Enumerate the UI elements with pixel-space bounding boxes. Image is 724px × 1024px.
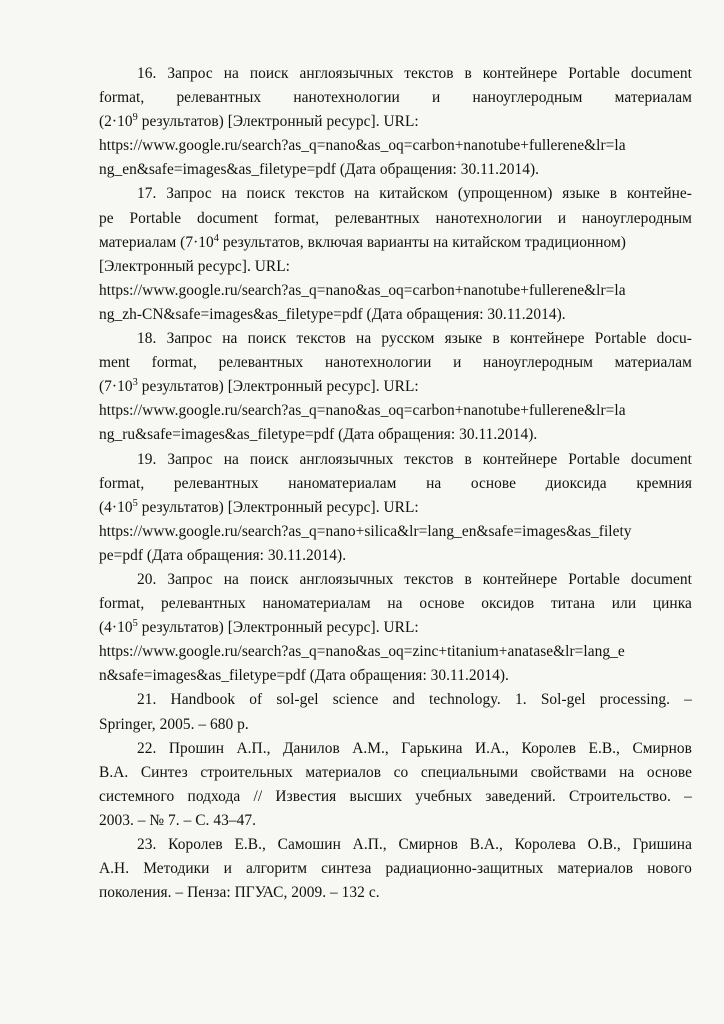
word: китайском bbox=[379, 185, 449, 203]
word: англоязычных bbox=[299, 65, 394, 82]
word: Смирнов bbox=[398, 836, 458, 853]
word: и bbox=[223, 860, 232, 878]
word: format, bbox=[151, 354, 197, 372]
word: processing. bbox=[599, 691, 671, 709]
word: контейнере bbox=[482, 570, 558, 588]
reference-line bbox=[99, 833, 692, 857]
reference-line bbox=[99, 207, 692, 231]
reference-line: материалам ($7\cdot 10^4$ результатов, включая варианты на китайском традиционном) bbox=[99, 232, 626, 251]
reference-line bbox=[99, 688, 692, 712]
word: подхода bbox=[187, 787, 241, 805]
reference-line bbox=[99, 785, 692, 809]
word: синтеза bbox=[321, 860, 372, 878]
word: системного bbox=[99, 787, 175, 805]
word: Методики bbox=[143, 860, 210, 878]
word: format, bbox=[99, 595, 145, 613]
word: 17. bbox=[137, 185, 157, 203]
reference-entry bbox=[99, 737, 692, 833]
word: А.М., bbox=[352, 739, 389, 757]
reference-line bbox=[99, 62, 692, 86]
word: на bbox=[223, 570, 239, 588]
reference-line: n&safe=images&as_filetype=pdf (Дата обращения: 30.11.2014). bbox=[99, 667, 509, 685]
word: высших bbox=[349, 787, 403, 805]
reference-line: https://www.google.ru/search?as_q=nano&as_oq=zinc+titanium+anatase&lr=lang_e bbox=[99, 643, 625, 661]
word: на bbox=[222, 330, 238, 348]
word: материалов bbox=[305, 763, 382, 781]
word: релевантных bbox=[173, 474, 259, 492]
word: контейне- bbox=[626, 185, 692, 203]
word: ment bbox=[99, 354, 130, 372]
word: в bbox=[609, 185, 618, 203]
reference-line bbox=[99, 592, 692, 616]
word: учебных bbox=[415, 787, 473, 805]
word: на bbox=[426, 474, 442, 492]
reference-list bbox=[99, 62, 692, 905]
reference-line: pe=pdf (Дата обращения: 30.11.2014). bbox=[99, 546, 347, 564]
word: англоязычных bbox=[299, 450, 394, 468]
word: релевантных bbox=[176, 89, 262, 107]
word: диоксида bbox=[545, 474, 607, 492]
word: Sol-gel bbox=[540, 691, 586, 709]
word: science bbox=[332, 691, 379, 709]
word: цинка bbox=[652, 595, 692, 613]
word: материалам bbox=[614, 354, 692, 372]
word: и bbox=[557, 209, 567, 227]
word: 19. bbox=[137, 450, 157, 468]
word: основе bbox=[419, 595, 465, 613]
reference-entry bbox=[99, 62, 692, 182]
word: титана bbox=[550, 595, 596, 613]
word: на bbox=[356, 330, 372, 348]
word: 1. bbox=[515, 691, 527, 709]
word: document bbox=[630, 450, 692, 468]
reference-entry bbox=[99, 688, 692, 736]
word: Запрос bbox=[167, 570, 213, 588]
word: наноуглеродным bbox=[483, 354, 593, 372]
word: в bbox=[464, 570, 472, 588]
word: О.В., bbox=[587, 836, 621, 853]
word: релевантных bbox=[160, 595, 246, 613]
reference-entry bbox=[99, 448, 692, 568]
word: Гришина bbox=[632, 836, 692, 853]
word: Смирнов bbox=[632, 739, 692, 757]
reference-line: ($2\cdot 10^9$ результатов) [Электронный ресурс]. URL: bbox=[99, 112, 419, 131]
reference-line: ng_en&safe=images&as_filetype=pdf (Дата обращения: 30.11.2014). bbox=[99, 161, 540, 179]
word: Е.В., bbox=[234, 836, 266, 853]
word: нанотехнологии bbox=[293, 89, 400, 107]
reference-line: https://www.google.ru/search?as_q=nano&as_oq=carbon+nanotube+fullerene&lr=la bbox=[99, 281, 626, 299]
word: В.А. bbox=[99, 763, 129, 781]
word: в bbox=[464, 65, 472, 82]
word: на bbox=[619, 763, 635, 781]
word: поиск bbox=[246, 185, 286, 203]
reference-line bbox=[99, 761, 692, 785]
word: на bbox=[354, 185, 370, 203]
word: кремния bbox=[636, 474, 692, 492]
word: Королев bbox=[168, 836, 223, 853]
reference-line: https://www.google.ru/search?as_q=nano&as_oq=carbon+nanotube+fullerene&lr=la bbox=[99, 137, 626, 155]
word: наноуглеродным bbox=[582, 209, 692, 227]
reference-line bbox=[99, 472, 692, 496]
word: со bbox=[393, 763, 409, 781]
reference-line: ($7\cdot 10^3$ результатов) [Электронный ресурс]. URL: bbox=[99, 377, 419, 396]
word: алгоритм bbox=[245, 860, 308, 878]
word: нанотехнологии bbox=[435, 209, 543, 227]
reference-line: https://www.google.ru/search?as_q=nano&as_oq=carbon+nanotube+fullerene&lr=la bbox=[99, 402, 626, 420]
word: на bbox=[221, 185, 237, 203]
word: Данилов bbox=[282, 739, 340, 757]
word: нанотехнологии bbox=[324, 354, 432, 372]
word: // bbox=[253, 787, 263, 805]
word: на bbox=[387, 595, 403, 613]
reference-line: ng_zh-CN&safe=images&as_filetype=pdf (Дата обращения: 30.11.2014). bbox=[99, 305, 566, 323]
word: Самошин bbox=[277, 836, 341, 853]
word: наноматериалам bbox=[288, 474, 397, 492]
word: текстов bbox=[404, 65, 454, 82]
word: в bbox=[464, 450, 472, 468]
reference-line bbox=[99, 568, 692, 592]
word: основе bbox=[470, 474, 517, 492]
word: document bbox=[630, 65, 692, 82]
word: текстов bbox=[295, 185, 345, 203]
word: – bbox=[684, 691, 692, 709]
reference-line bbox=[99, 327, 692, 351]
word: радиационно-защитных bbox=[385, 860, 544, 878]
word: 22. bbox=[137, 739, 157, 757]
word: поиск bbox=[247, 330, 287, 348]
word: 18. bbox=[137, 330, 157, 348]
word: document bbox=[630, 570, 692, 588]
word: and bbox=[392, 691, 415, 709]
reference-line: 2003. – № 7. – С. 43–47. bbox=[99, 811, 256, 829]
reference-entry bbox=[99, 568, 692, 688]
word: оксидов bbox=[481, 595, 535, 613]
word: (упрощенном) bbox=[457, 185, 553, 203]
word: 23. bbox=[137, 836, 157, 853]
word: Е.В., bbox=[588, 739, 620, 757]
word: docu- bbox=[656, 330, 692, 348]
reference-line bbox=[99, 351, 692, 375]
reference-line bbox=[99, 86, 692, 110]
word: наноуглеродным bbox=[472, 89, 583, 107]
word: поиск bbox=[249, 65, 289, 82]
word: заведений. bbox=[485, 787, 556, 805]
word: В.А., bbox=[469, 836, 503, 853]
word: Гарькина bbox=[401, 739, 463, 757]
word: Handbook bbox=[170, 691, 236, 709]
word: Строительство. bbox=[569, 787, 671, 805]
word: релевантных bbox=[218, 354, 304, 372]
word: релевантных bbox=[335, 209, 420, 227]
reference-entry bbox=[99, 327, 692, 447]
word: текстов bbox=[404, 570, 454, 588]
word: контейнере bbox=[510, 330, 585, 348]
word: 16. bbox=[137, 65, 157, 82]
word: Запрос bbox=[166, 330, 213, 348]
word: Запрос bbox=[166, 185, 212, 203]
word: или bbox=[611, 595, 637, 613]
word: материалов bbox=[557, 860, 634, 878]
word: и bbox=[432, 89, 441, 107]
word: контейнере bbox=[482, 65, 558, 82]
word: А.Н. bbox=[99, 860, 130, 878]
word: на bbox=[223, 450, 239, 468]
word: основе bbox=[646, 763, 692, 781]
reference-line: ($4\cdot 10^5$ результатов) [Электронный ресурс]. URL: bbox=[99, 618, 419, 637]
word: format, bbox=[273, 209, 320, 227]
word: в bbox=[492, 330, 500, 348]
word: Королев bbox=[521, 739, 577, 757]
reference-line: [Электронный ресурс]. URL: bbox=[99, 257, 291, 275]
word: ре bbox=[99, 209, 114, 227]
reference-line: ng_ru&safe=images&as_filetype=pdf (Дата обращения: 30.11.2014). bbox=[99, 426, 538, 444]
reference-line bbox=[99, 182, 692, 206]
word: поиск bbox=[249, 450, 289, 468]
word: русском bbox=[381, 330, 435, 348]
word: Известия bbox=[275, 787, 337, 805]
reference-line: поколения. – Пенза: ПГУАС, 2009. – 132 с. bbox=[99, 884, 380, 902]
word: на bbox=[223, 65, 239, 82]
reference-entry bbox=[99, 833, 692, 905]
word: А.П., bbox=[236, 739, 271, 757]
word: Portable bbox=[568, 570, 620, 588]
reference-line bbox=[99, 448, 692, 472]
word: текстов bbox=[404, 450, 454, 468]
word: Прошин bbox=[168, 739, 224, 757]
word: языке bbox=[444, 330, 483, 348]
word: поиск bbox=[249, 570, 289, 588]
word: Portable bbox=[129, 209, 182, 227]
word: Portable bbox=[568, 65, 620, 82]
word: Запрос bbox=[167, 65, 213, 82]
word: материалам bbox=[614, 89, 692, 107]
word: format, bbox=[99, 89, 145, 107]
word: format, bbox=[99, 474, 145, 492]
word: текстов bbox=[296, 330, 346, 348]
word: нового bbox=[647, 860, 692, 878]
word: языке bbox=[562, 185, 600, 203]
word: 21. bbox=[137, 691, 157, 709]
reference-line: ($4\cdot 10^5$ результатов) [Электронный ресурс]. URL: bbox=[99, 497, 419, 516]
reference-line bbox=[99, 737, 692, 761]
word: и bbox=[453, 354, 462, 372]
word: англоязычных bbox=[299, 570, 394, 588]
word: Запрос bbox=[167, 450, 213, 468]
word: – bbox=[684, 787, 692, 805]
word: строительных bbox=[200, 763, 293, 781]
word: И.А., bbox=[475, 739, 510, 757]
word: контейнере bbox=[482, 450, 558, 468]
reference-entry bbox=[99, 182, 692, 327]
reference-line bbox=[99, 857, 692, 881]
word: technology. bbox=[429, 691, 501, 709]
word: 20. bbox=[137, 570, 157, 588]
word: Королева bbox=[514, 836, 576, 853]
word: А.П., bbox=[352, 836, 387, 853]
word: Portable bbox=[568, 450, 620, 468]
word: Синтез bbox=[140, 763, 188, 781]
word: наноматериалам bbox=[262, 595, 371, 613]
reference-line: Springer, 2005. – 680 p. bbox=[99, 715, 249, 733]
word: of bbox=[249, 691, 263, 709]
word: свойствами bbox=[530, 763, 607, 781]
reference-line: https://www.google.ru/search?as_q=nano+silica&lr=lang_en&safe=images&as_filety bbox=[99, 522, 632, 540]
word: sol-gel bbox=[276, 691, 319, 709]
word: специальными bbox=[420, 763, 519, 781]
word: Portable bbox=[594, 330, 647, 348]
word: document bbox=[197, 209, 259, 227]
